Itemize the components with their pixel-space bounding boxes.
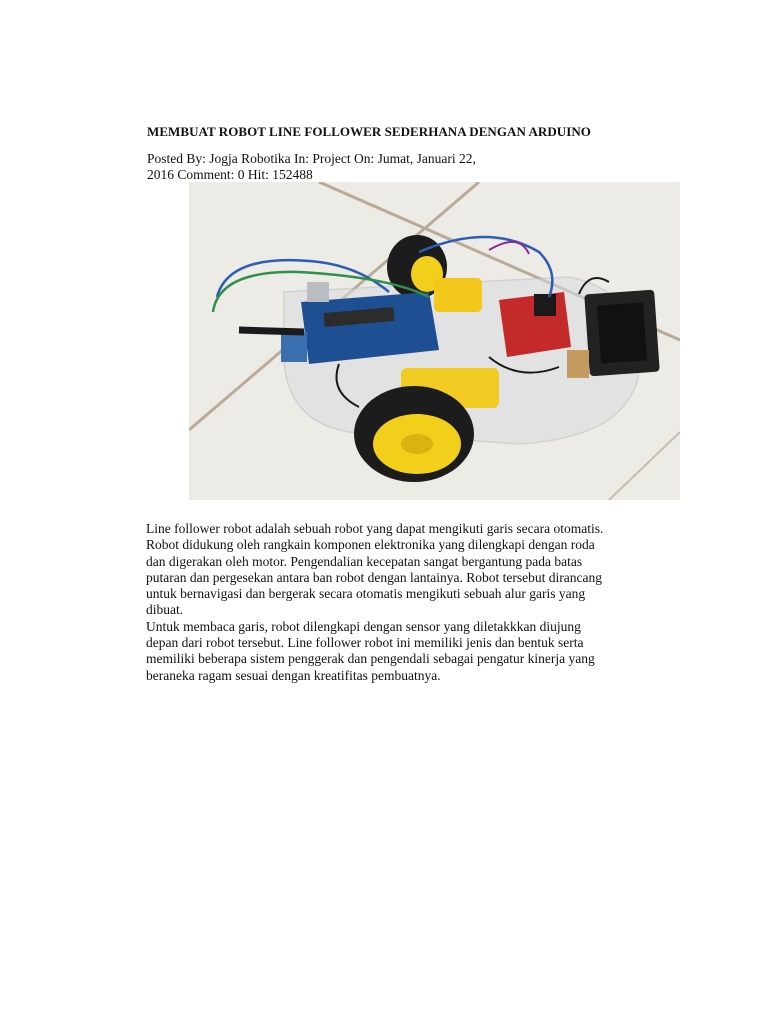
body-line-8: depan dari robot tersebut. Line follower robot ini memiliki jenis dan bentuk serta (146, 635, 584, 651)
article-title: MEMBUAT ROBOT LINE FOLLOWER SEDERHANA DENGAN ARDUINO (147, 124, 591, 139)
article-meta-line-2: 2016 Comment: 0 Hit: 152488 (147, 167, 313, 182)
article-body (146, 521, 666, 684)
body-line-5: untuk bernavigasi dan bergerak secara otomatis mengikuti sebuah alur garis yang (146, 586, 586, 602)
gear-motor (434, 278, 482, 312)
body-line-3: dan digerakan oleh motor. Pengendalian kecepatan sangat bergantung pada batas (146, 553, 583, 569)
body-line-7: Untuk membaca garis, robot dilengkapi dengan sensor yang diletakkkan diujung (146, 618, 581, 634)
article-meta-line-1: Posted By: Jogja Robotika In: Project On: Jumat, Januari 22, (147, 151, 476, 166)
body-line-9: memiliki beberapa sistem penggerak dan pengendali sebagai pengatur kinerja yang (146, 651, 595, 667)
body-line-10: beraneka ragam sesuai dengan kreatifitas pembuatnya. (146, 667, 441, 683)
body-line-1: Line follower robot adalah sebuah robot yang dapat mengikuti garis secara otomatis. (146, 521, 604, 536)
arduino-shield (281, 332, 307, 362)
usb-connector (307, 282, 329, 302)
article-meta (147, 151, 547, 183)
sensor-bracket (567, 350, 589, 378)
power-cable (239, 330, 304, 332)
body-line-2: Robot didukung oleh rangkain komponen elektronika yang dilengkapi dengan roda (146, 537, 595, 553)
body-line-4: putaran dan pergesekan antara ban robot dengan lantainya. Robot tersebut dirancang (146, 569, 602, 585)
robot-illustration (189, 182, 680, 500)
line-follower-robot-photo (189, 182, 680, 500)
body-line-6: dibuat. (146, 602, 184, 618)
